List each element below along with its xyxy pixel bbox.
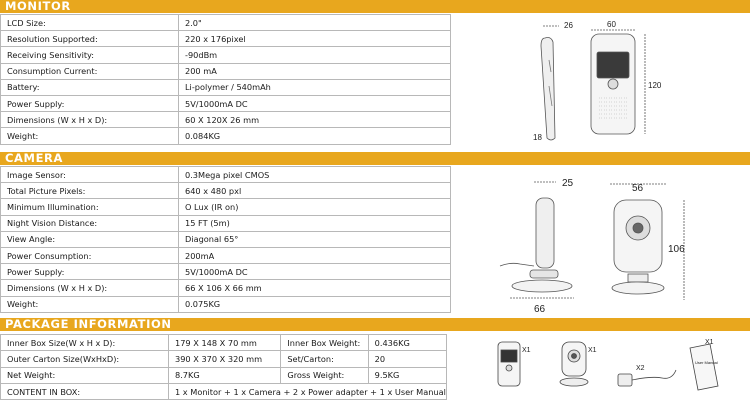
camera-stand-base [512,280,572,292]
table-row [1,128,451,144]
spec-value: Diagonal 65° [179,231,451,247]
pkg-label: Set/Carton: [281,351,368,367]
spec-value: Li-polymer / 540mAh [179,79,451,95]
table-row [1,231,451,247]
spec-value: 15 FT (5m) [179,215,451,231]
table-row [1,112,451,128]
table-row [1,264,451,280]
table-row [1,63,451,79]
pkg-label: Gross Weight: [281,367,368,383]
section-header-camera: CAMERA [0,152,750,165]
spec-value: O Lux (IR on) [179,199,451,215]
spec-label: Weight: [1,128,179,144]
spec-value: 640 x 480 pxl [179,183,451,199]
spec-value: 2.0" [179,15,451,31]
camera-height-label: 106 [668,244,685,255]
spec-label: Power Supply: [1,264,179,280]
spec-value: 220 x 176pixel [179,31,451,47]
camera-cable [500,263,534,266]
table-row [1,47,451,63]
spec-value: 200 mA [179,63,451,79]
spec-label: Consumption Current: [1,63,179,79]
monitor-qty: X1 [522,347,531,354]
spec-label: Total Picture Pixels: [1,183,179,199]
camera-lens [633,223,643,233]
monitor-screen [597,52,629,78]
package-info-table [0,334,447,400]
camera-side-view [536,198,554,268]
manual-cover-title: User Manual [695,360,718,365]
table-row [1,95,451,111]
spec-label: Weight: [1,296,179,312]
power-adapter-icon [618,370,676,386]
monitor-spec-table [0,14,451,145]
monitor-icon [498,342,520,386]
camera-icon [560,342,588,386]
spec-label: Power Supply: [1,95,179,111]
spec-value: 60 X 120X 26 mm [179,112,451,128]
table-row [1,367,447,383]
camera-side-base [530,270,558,278]
pkg-label: Outer Carton Size(WxHxD): [1,351,169,367]
adapter-qty: X2 [636,365,645,372]
spec-value: 200mA [179,247,451,263]
spec-label: Minimum Illumination: [1,199,179,215]
camera-spec-table [0,166,451,313]
manual-qty: X1 [705,339,714,346]
table-row [1,296,451,312]
table-row [1,15,451,31]
pkg-value: 9.5KG [368,367,446,383]
pkg-label: Inner Box Weight: [281,335,368,351]
section-header-package: PACKAGE INFORMATION [0,318,750,331]
table-row [1,335,447,351]
table-row [1,247,451,263]
pkg-value: 390 X 370 X 320 mm [169,351,281,367]
monitor-side-view [541,38,555,141]
pkg-value: 0.436KG [368,335,446,351]
spec-value: 5V/1000mA DC [179,95,451,111]
table-row [1,183,451,199]
table-row [1,167,451,183]
table-row [1,199,451,215]
table-row [1,383,447,399]
monitor-depth-label: 26 [564,21,573,30]
spec-label: Resolution Supported: [1,31,179,47]
camera-base-label: 66 [534,304,546,315]
package-contents-icons [490,334,745,398]
table-row [1,31,451,47]
monitor-bottom-label: 18 [533,133,542,142]
pkg-value: 8.7KG [169,367,281,383]
spec-label: Image Sensor: [1,167,179,183]
spec-label: LCD Size: [1,15,179,31]
spec-value: 0.084KG [179,128,451,144]
camera-depth-label: 25 [562,178,574,189]
camera-qty: X1 [588,347,597,354]
table-row [1,280,451,296]
spec-value: 66 X 106 X 66 mm [179,280,451,296]
pkg-label: CONTENT IN BOX: [1,383,169,399]
pkg-value: 1 x Monitor + 1 x Camera + 2 x Power adapter + 1 x User Manual [169,383,447,399]
monitor-dimension-drawing [525,16,675,146]
spec-label: Dimensions (W x H x D): [1,112,179,128]
pkg-value: 20 [368,351,446,367]
user-manual-icon [690,344,718,390]
spec-label: View Angle: [1,231,179,247]
section-header-monitor: MONITOR [0,0,750,13]
pkg-label: Inner Box Size(W x H x D): [1,335,169,351]
spec-value: 0.075KG [179,296,451,312]
monitor-height-label: 120 [648,81,662,90]
pkg-value: 179 X 148 X 70 mm [169,335,281,351]
spec-value: -90dBm [179,47,451,63]
camera-neck [628,274,648,282]
spec-label: Dimensions (W x H x D): [1,280,179,296]
monitor-dpad [608,79,618,89]
camera-dimension-drawing [490,170,700,318]
spec-label: Receiving Sensitivity: [1,47,179,63]
spec-label: Night Vision Distance: [1,215,179,231]
table-row [1,215,451,231]
spec-value: 0.3Mega pixel CMOS [179,167,451,183]
camera-width-label: 56 [632,183,644,194]
monitor-width-label: 60 [607,20,616,29]
table-row [1,79,451,95]
table-row [1,351,447,367]
pkg-label: Net Weight: [1,367,169,383]
camera-front-base [612,282,664,294]
spec-value: 5V/1000mA DC [179,264,451,280]
spec-label: Battery: [1,79,179,95]
spec-label: Power Consumption: [1,247,179,263]
